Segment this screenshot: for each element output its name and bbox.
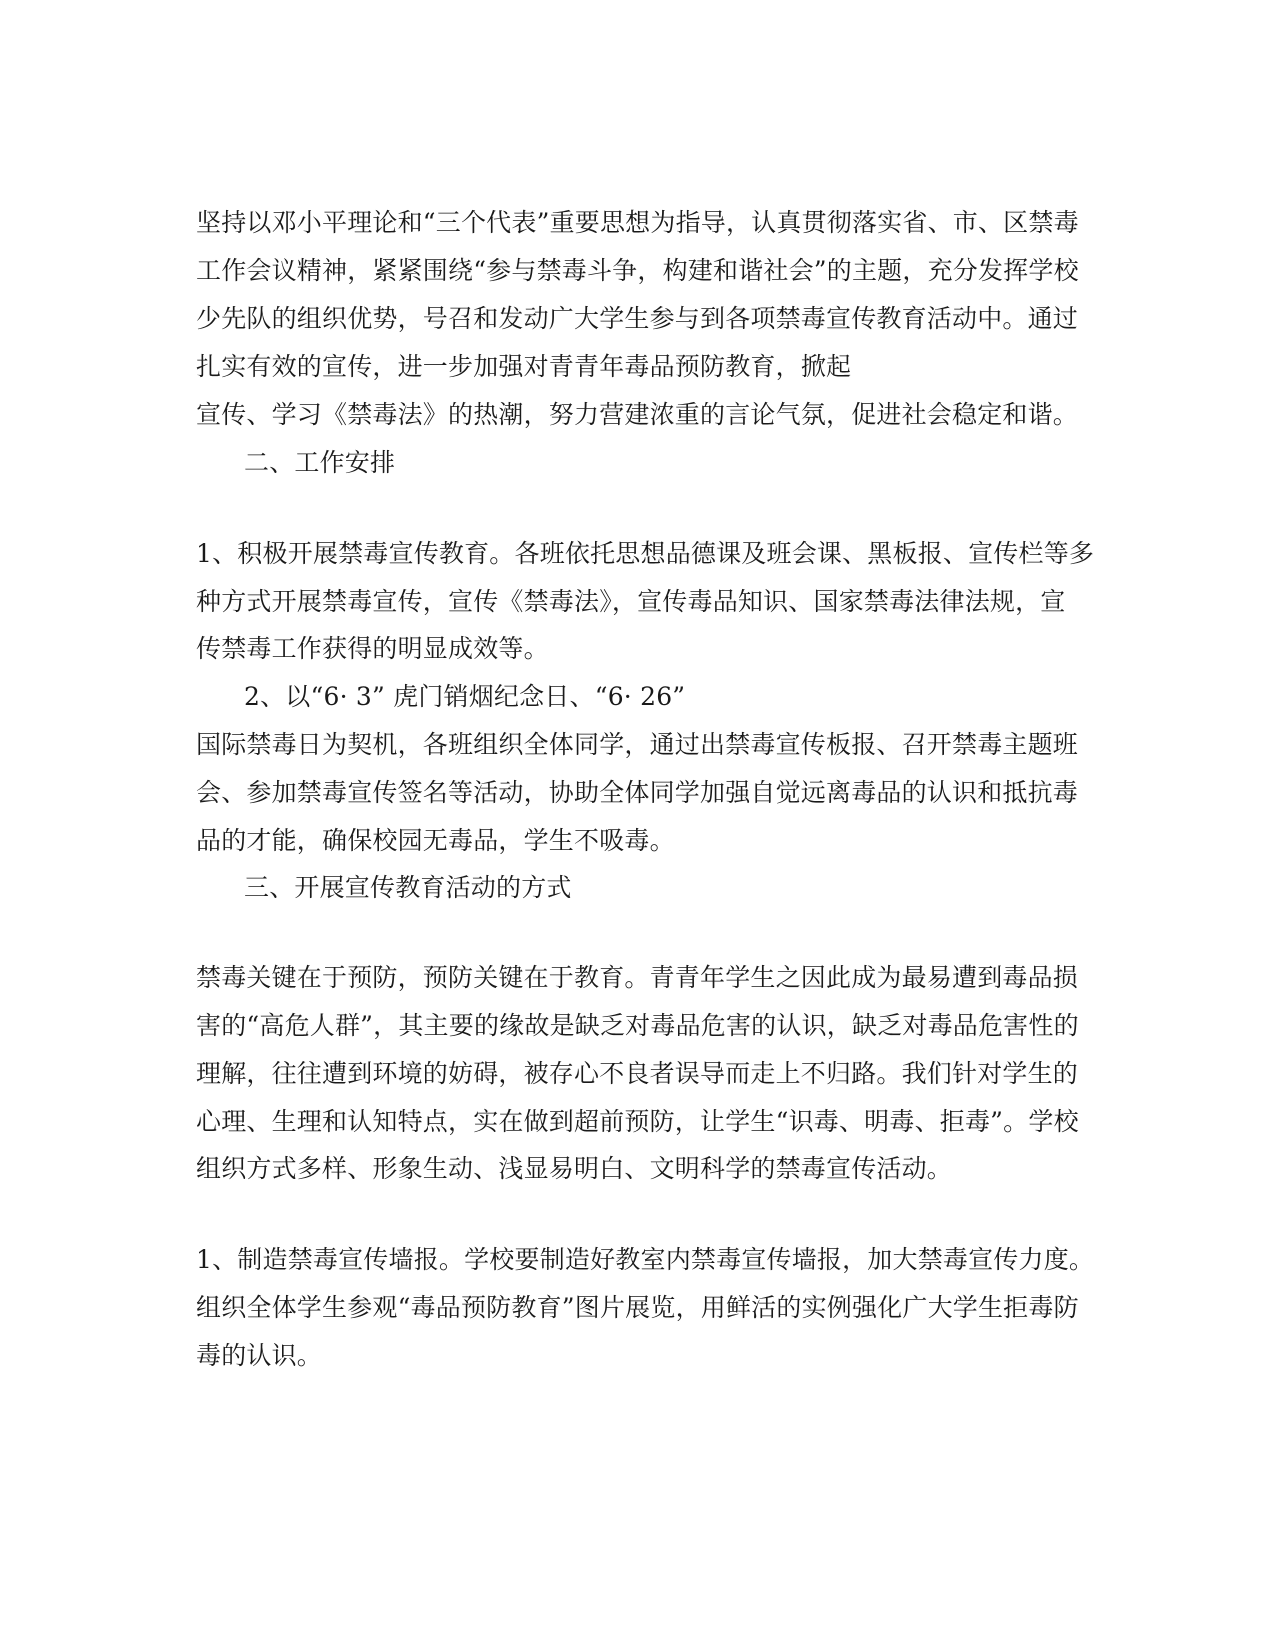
intro-line: 宣传、学习《禁毒法》的热潮，努力营建浓重的言论气氛，促进社会稳定和谐。 (196, 400, 1079, 429)
paragraph-line: 会、参加禁毒宣传签名等活动，协助全体同学加强自觉远离毒品的认识和抵抗毒 (196, 778, 1079, 807)
paragraph-line: 种方式开展禁毒宣传，宣传《禁毒法》，宣传毒品知识、国家禁毒法律法规，宣 (196, 587, 1066, 616)
paragraph-line: 害的“高危人群”，其主要的缘故是缺乏对毒品危害的认识，缺乏对毒品危害性的 (196, 1011, 1079, 1040)
intro-line: 少先队的组织优势，号召和发动广大学生参与到各项禁毒宣传教育活动中。通过 (196, 304, 1079, 333)
paragraph-line: 国际禁毒日为契机，各班组织全体同学，通过出禁毒宣传板报、召开禁毒主题班 (196, 730, 1079, 759)
paragraph-line: 品的才能，确保校园无毒品，学生不吸毒。 (196, 826, 675, 855)
intro-line: 坚持以邓小平理论和“三个代表”重要思想为指导，认真贯彻落实省、市、区禁毒 (196, 208, 1079, 237)
intro-line: 扎实有效的宣传，进一步加强对青青年毒品预防教育，掀起 (196, 352, 852, 381)
paragraph-line: 组织全体学生参观“毒品预防教育”图片展览，用鲜活的实例强化广大学生拒毒防 (196, 1293, 1079, 1322)
paragraph-line: 组织方式多样、形象生动、浅显易明白、文明科学的禁毒宣传活动。 (196, 1154, 953, 1183)
paragraph-line: 2、以“6· 3” 虎门销烟纪念日、“6· 26” (244, 682, 686, 711)
intro-line: 工作会议精神，紧紧围绕“参与禁毒斗争，构建和谐社会”的主题，充分发挥学校 (196, 256, 1079, 285)
section-heading-activity-methods: 三、开展宣传教育活动的方式 (244, 873, 572, 902)
paragraph-line: 传禁毒工作获得的明显成效等。 (196, 634, 549, 663)
paragraph-line: 心理、生理和认知特点，实在做到超前预防，让学生“识毒、明毒、拒毒”。学校 (196, 1107, 1079, 1136)
paragraph-line: 1、积极开展禁毒宣传教育。各班依托思想品德课及班会课、黑板报、宣传栏等多 (196, 539, 1095, 568)
section-heading-work-arrangement: 二、工作安排 (244, 448, 396, 477)
paragraph-line: 1、制造禁毒宣传墙报。学校要制造好教室内禁毒宣传墙报，加大禁毒宣传力度。 (196, 1245, 1095, 1274)
paragraph-line: 毒的认识。 (196, 1341, 323, 1370)
paragraph-line: 禁毒关键在于预防，预防关键在于教育。青青年学生之因此成为最易遭到毒品损 (196, 963, 1079, 992)
paragraph-line: 理解，往往遭到环境的妨碍，被存心不良者误导而走上不归路。我们针对学生的 (196, 1059, 1079, 1088)
